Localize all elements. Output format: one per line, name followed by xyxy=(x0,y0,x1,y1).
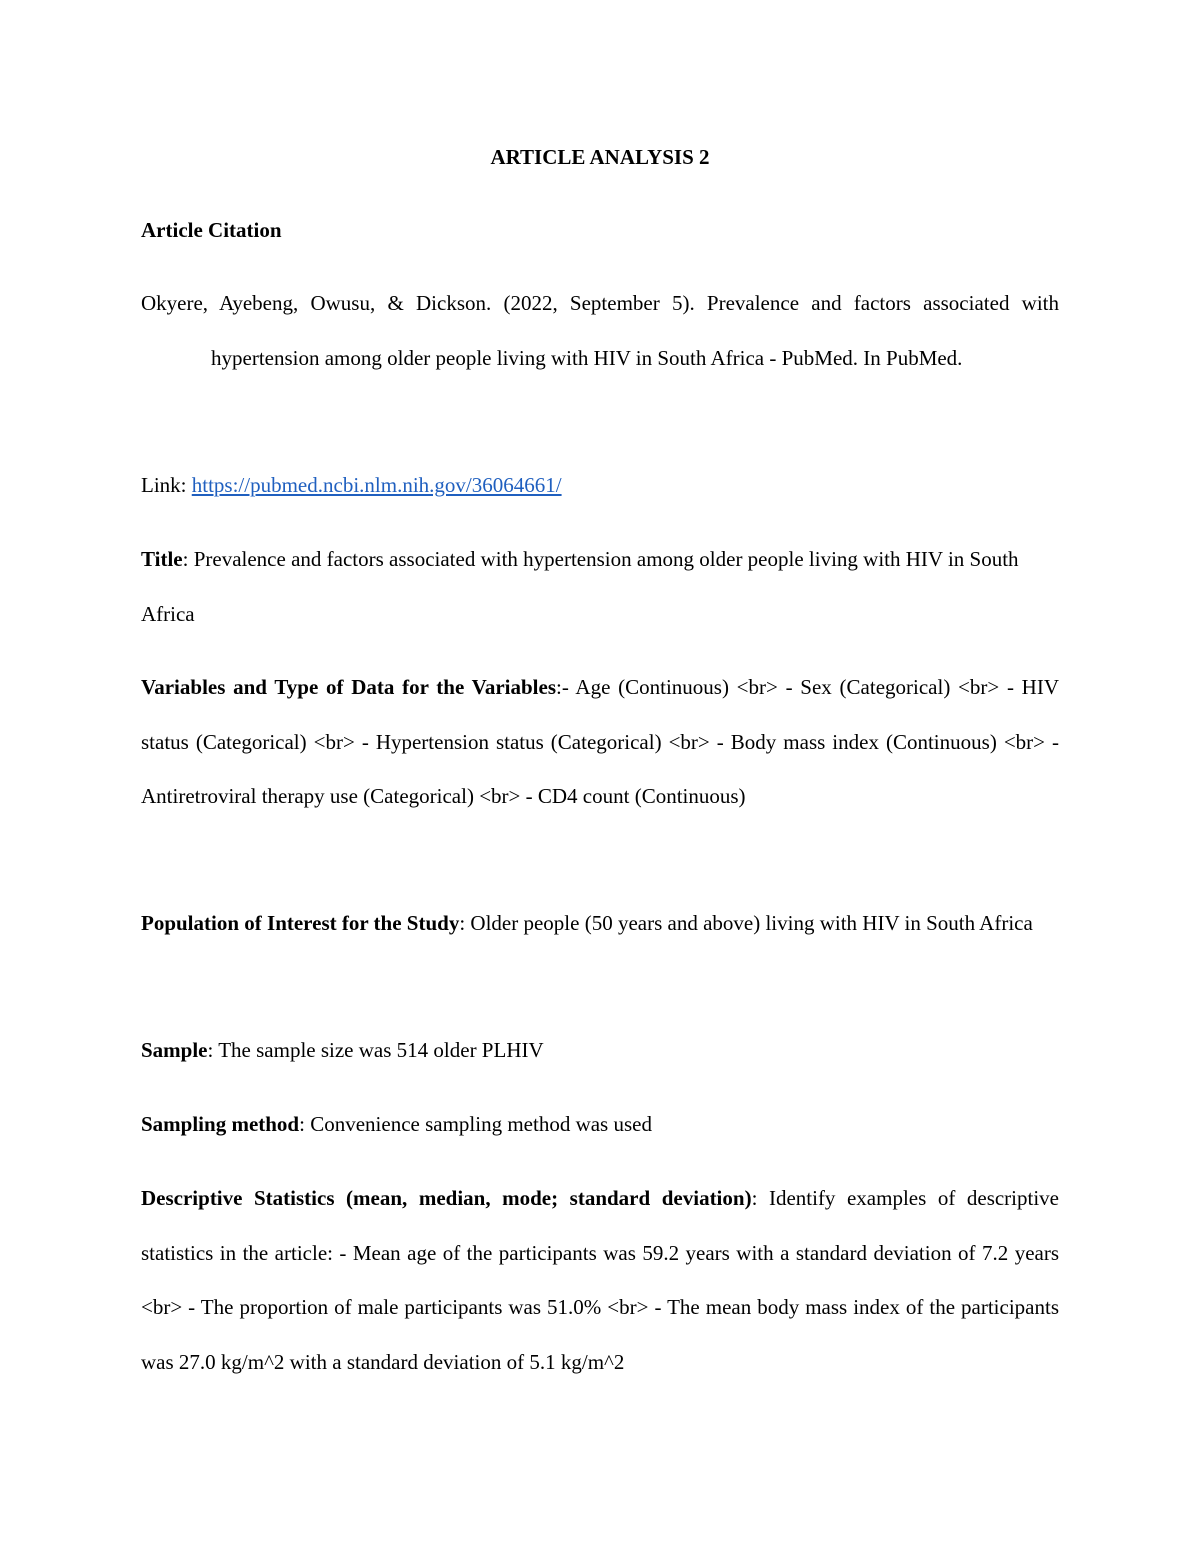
sampling-label: Sampling method xyxy=(141,1112,300,1136)
title-paragraph xyxy=(141,532,1059,641)
variables-text: :- Age (Continuous) <br> - Sex (Categorical) <br> - HIV status (Categorical) <br> - Hypertension status (Categorical) <br> - Body mass index (Continuous) <br> - Antiretroviral therapy use (Categorical) <br> - CD4 count (Continuous) xyxy=(141,675,1059,808)
descriptive-label: Descriptive Statistics (mean, median, mode; standard deviation) xyxy=(141,1186,752,1210)
document-title: ARTICLE ANALYSIS 2 xyxy=(490,145,710,169)
descriptive-paragraph xyxy=(141,1171,1059,1389)
population-label: Population of Interest for the Study xyxy=(141,911,460,935)
descriptive-text: : Identify examples of descriptive statistics in the article: - Mean age of the participants was 59.2 years with a standard deviation of 7.2 years <br> - The proportion of male participants was 51.0% <br> - The mean body mass index of the participants was 27.0 kg/m^2 with a standard deviation of 5.1 kg/m^2 xyxy=(141,1186,1059,1374)
variables-label: Variables and Type of Data for the Variables xyxy=(141,675,557,699)
title-text: : Prevalence and factors associated with hypertension among older people living with HIV in South Africa xyxy=(141,547,1019,626)
variables-paragraph xyxy=(141,660,1059,824)
citation-heading: Article Citation xyxy=(141,218,282,242)
sample-text: : The sample size was 514 older PLHIV xyxy=(207,1038,544,1062)
sample-paragraph xyxy=(141,1023,1059,1078)
sampling-text: : Convenience sampling method was used xyxy=(299,1112,652,1136)
document-page xyxy=(141,0,1059,1553)
pubmed-link[interactable]: https://pubmed.ncbi.nlm.nih.gov/36064661/ xyxy=(191,473,562,497)
population-text: : Older people (50 years and above) living with HIV in South Africa xyxy=(459,911,1033,935)
title-label: Title xyxy=(141,547,183,571)
link-paragraph xyxy=(141,458,1059,513)
citation-paragraph: Okyere, Ayebeng, Owusu, & Dickson. (2022, September 5). Prevalence and factors associated with hypertension among older people living with HIV in South Africa - PubMed. In PubMed. xyxy=(141,291,1059,370)
sampling-paragraph xyxy=(141,1097,1059,1152)
population-paragraph xyxy=(141,896,1059,951)
sample-label: Sample xyxy=(141,1038,208,1062)
link-label: Link: xyxy=(141,473,192,497)
